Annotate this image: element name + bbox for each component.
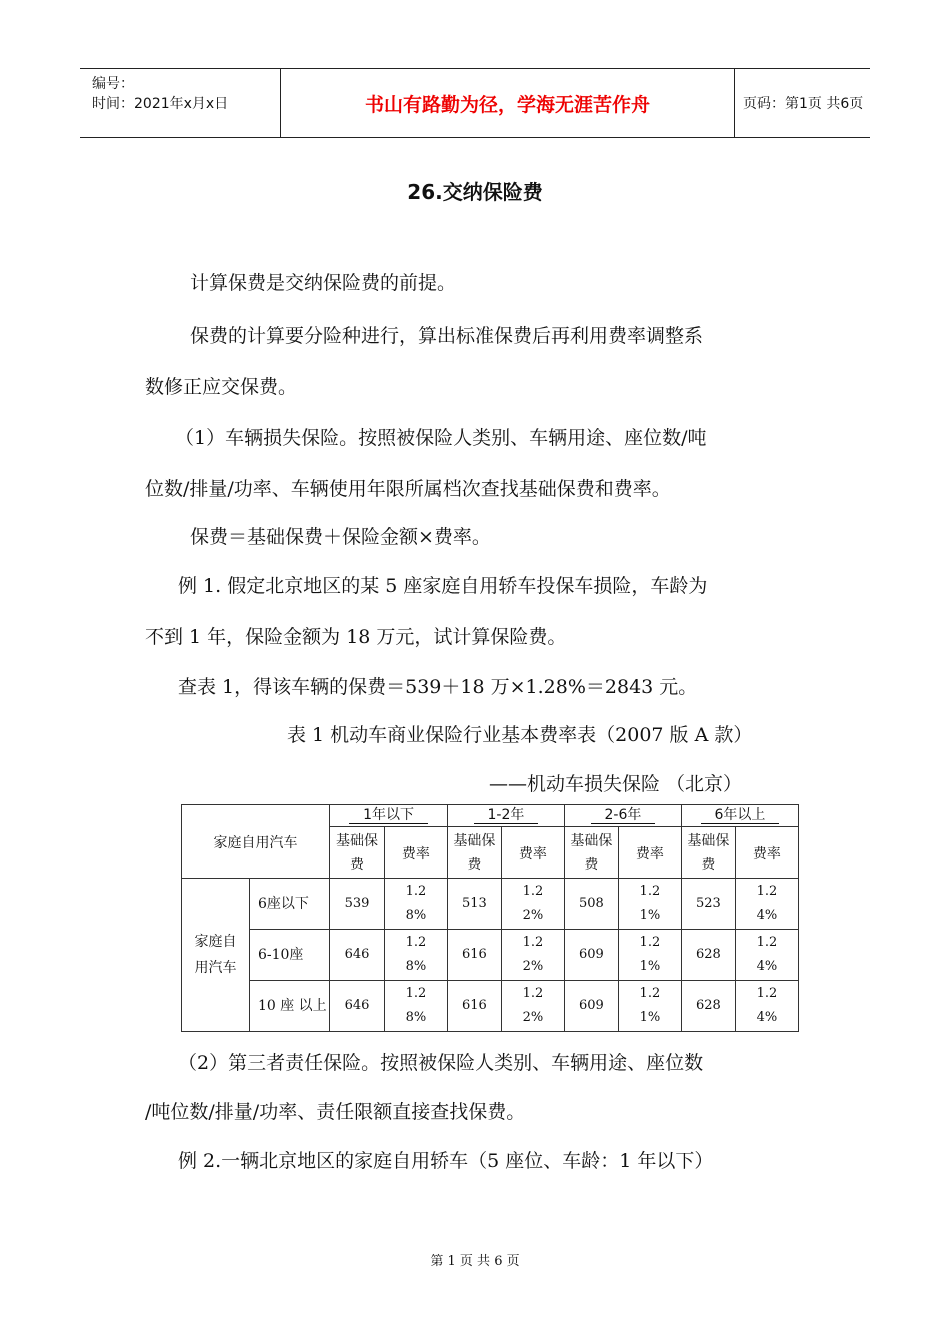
base-premium-cell: 616 — [447, 930, 501, 981]
rate-cell: 1.28% — [384, 930, 447, 981]
paragraph-line: （2）第三者责任保险。按照被保险人类别、车辆用途、座位数 — [178, 1052, 704, 1074]
rate-cell: 1.21% — [618, 981, 681, 1032]
rate-cell: 1.22% — [501, 981, 564, 1032]
vehicle-group-label: 家庭自用汽车 — [182, 879, 250, 1032]
base-premium-cell: 508 — [564, 879, 618, 930]
base-premium-cell: 609 — [564, 981, 618, 1032]
seat-category: 10 座 以上 — [249, 981, 329, 1032]
rate-cell: 1.24% — [735, 930, 798, 981]
number-label: 编号： — [92, 76, 134, 92]
header-page-info: 页码：第1页 共6页 — [743, 96, 864, 112]
rate-header: 费率 — [735, 827, 798, 879]
base-premium-header: 基础保费 — [564, 827, 618, 879]
paragraph-line: 计算保费是交纳保险费的前提。 — [190, 272, 457, 294]
age-group-header: 6年以上 — [681, 805, 798, 827]
rate-cell: 1.28% — [384, 879, 447, 930]
paragraph-line: （1）车辆损失保险。按照被保险人类别、车辆用途、座位数/吨 — [175, 427, 707, 449]
base-premium-header: 基础保费 — [330, 827, 385, 879]
base-premium-header: 基础保费 — [681, 827, 735, 879]
rate-table — [181, 804, 799, 1032]
base-premium-cell: 513 — [447, 879, 501, 930]
table-subcaption: ——机动车损失保险 （北京） — [489, 773, 743, 795]
paragraph-line: 例 1. 假定北京地区的某 5 座家庭自用轿车投保车损险，车龄为 — [178, 575, 708, 597]
age-group-header: 2-6年 — [564, 805, 681, 827]
rate-cell: 1.22% — [501, 879, 564, 930]
age-group-header: 1年以下 — [330, 805, 448, 827]
page-header — [80, 68, 870, 138]
rate-header: 费率 — [384, 827, 447, 879]
base-premium-cell: 628 — [681, 930, 735, 981]
base-premium-cell: 646 — [330, 981, 385, 1032]
rate-cell: 1.21% — [618, 930, 681, 981]
base-premium-cell: 628 — [681, 981, 735, 1032]
base-premium-cell: 616 — [447, 981, 501, 1032]
seat-category: 6座以下 — [249, 879, 329, 930]
paragraph-line: 位数/排量/功率、车辆使用年限所属档次查找基础保费和费率。 — [145, 478, 671, 500]
base-premium-cell: 539 — [330, 879, 385, 930]
header-meta — [80, 69, 280, 137]
page-footer: 第 1 页 共 6 页 — [430, 1254, 520, 1269]
document-title: 26.交纳保险费 — [407, 180, 543, 204]
table-row — [182, 930, 799, 981]
base-premium-header: 基础保费 — [447, 827, 501, 879]
paragraph-line: 查表 1，得该车辆的保费＝539＋18 万×1.28%＝2843 元。 — [178, 676, 698, 698]
base-premium-cell: 523 — [681, 879, 735, 930]
rate-header: 费率 — [501, 827, 564, 879]
base-premium-cell: 646 — [330, 930, 385, 981]
paragraph-line: 数修正应交保费。 — [145, 376, 298, 398]
paragraph-line: 保费的计算要分险种进行，算出标准保费后再利用费率调整系 — [190, 325, 704, 347]
paragraph-line: 保费＝基础保费＋保险金额×费率。 — [190, 526, 491, 548]
time-label: 时间：2021年x月x日 — [92, 96, 229, 112]
rate-cell: 1.24% — [735, 879, 798, 930]
base-premium-cell: 609 — [564, 930, 618, 981]
table-corner: 家庭自用汽车 — [182, 805, 330, 879]
seat-category: 6-10座 — [249, 930, 329, 981]
rate-cell: 1.22% — [501, 930, 564, 981]
table-row — [182, 981, 799, 1032]
age-group-header: 1-2年 — [447, 805, 564, 827]
paragraph-line: /吨位数/排量/功率、责任限额直接查找保费。 — [145, 1101, 526, 1123]
header-motto: 书山有路勤为径，学海无涯苦作舟 — [280, 69, 735, 137]
paragraph-line: 不到 1 年，保险金额为 18 万元，试计算保险费。 — [145, 626, 567, 648]
rate-header: 费率 — [618, 827, 681, 879]
paragraph-line: 例 2.一辆北京地区的家庭自用轿车（5 座位、车龄：1 年以下） — [178, 1150, 714, 1172]
rate-cell: 1.28% — [384, 981, 447, 1032]
table-row — [182, 879, 799, 930]
rate-cell: 1.24% — [735, 981, 798, 1032]
rate-cell: 1.21% — [618, 879, 681, 930]
table-caption: 表 1 机动车商业保险行业基本费率表（2007 版 A 款） — [287, 724, 753, 746]
